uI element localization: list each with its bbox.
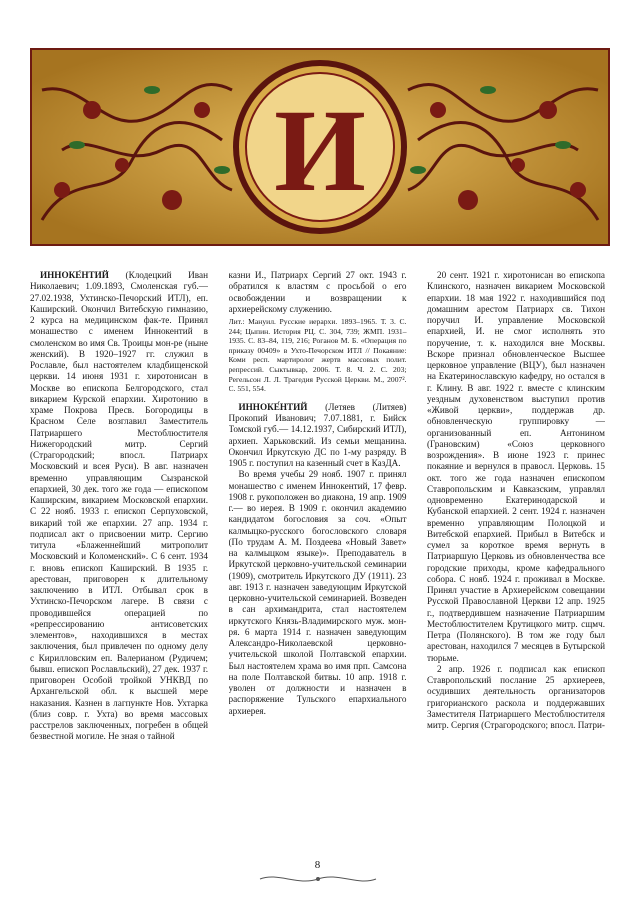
entry-text: (Летяев (Литяев) Прокопий Иванович; 7.07.1881, г. Бийск Томской губ.— 14.12.1937, Сибирский ИТЛ), архиеп. Харьковский. Из семьи мещанина. Окончил Иркутскую ДС по 1-му разряду. В 1905 г. поступил на казенный счет в КазДА. bbox=[228, 401, 407, 468]
entry-paragraph bbox=[229, 402, 407, 470]
text-column-3 bbox=[427, 270, 605, 855]
text-column-2 bbox=[229, 270, 407, 855]
page-number: 8 bbox=[314, 859, 321, 871]
ornamental-header-banner bbox=[30, 48, 610, 246]
text-column-1 bbox=[30, 270, 208, 855]
entry-text: (Клодецкий Иван Николаевич; 1.09.1893, Смоленская губ.— 27.02.1938, Ухтинско-Печорский ИТЛ), еп. Каширский. Окончил Витебскую гимназию, 2 курса на медицинском фак-те. Принял монашество с именем Иннокентий в смоленском во имя Св. Троицы мон-ре (ныне женский). В 1920–1927 гг. служил в Рославле, был настоятелем кладбищенской церкви. 14 июня 1931 г. хиротонисан в Москве во епископа Белгородского, стал викарием Курской епархии. Хиротонию в храме Покрова Пресв. Богородицы в Красном Селе возглавил Заместитель Патриаршего Местоблюстителя Нижегородский митр. Сергий (Страгородский; впосл. Патриарх Московский и всея Руси). В авг. назначен временно управляющим Сызранской епархией, 30 дек. того же года — епископом Каширским, викарием Московской епархии. С 22 нояб. 1933 г. епископ Серпуховской, викарий той же епархии. 27 апр. 1934 г. подписал акт о присвоении митр. Сергию титула «Блаженнейший митрополит Московский и Коломенский». С 6 сент. 1934 г. вновь епископ Каширский. В 1935 г. арестован, приговорен к длительному заключению в ИТЛ. Отбывал срок в Ухтинско-Печорском лагере. В связи с проводившейся операцией по «репрессированию антисоветских элементов», находившихся в местах заключения, был привлечен по одному делу с Кирилловским еп. Валерианом (Рудичем; бывш. епископ Рославльский), 27 дек. 1937 г. приговорен Особой тройкой УНКВД по Архангельской обл. к высшей мере наказания. Казнен в лагпункте Нов. Ухтарка (близ совр. г. Ухта) во время массовых расстрелов заключенных, погребен в общей безвестной могиле. Не зная о тайной bbox=[30, 270, 208, 742]
paragraph: 2 апр. 1926 г. подписал как епископ Ставропольский послание 25 архиереев, осудивших деятельность организаторов григорианского раскола и поддержавших Заместителя Патриаршего Местоблюстителя митр. Сергия (Страгородского; впосл. Патри- bbox=[427, 663, 605, 730]
paragraph: казни И., Патриарх Сергий 27 окт. 1943 г. обратился к властям с просьбой о его освобождении и возвращении к архиерейскому служению. bbox=[228, 270, 407, 314]
literature-references: Лит.: Мануил. Русские иерархи. 1893–1965. Т. 3. С. 244; Цыпин. История РЦ. С. 304, 739; ЖМП. 1931–1935. С. 83–84, 119, 216; Роганов М. Б. «Операция по приказу 00409» в Ухто-Печорском ИТЛ // Покаяние: Коми респ. мартиролог жертв массовых полит. репрессий. Сыктывкар, 2006. Т. 8. Ч. 2. С. 203; Регельсон Л. Л. Трагедия Русской Церкви. М., 2007². С. 551, 554. bbox=[228, 317, 407, 394]
paragraph: Во время учебы 29 нояб. 1907 г. принял монашество с именем Иннокентий, 17 февр. 1908 г. рукоположен во диакона, 19 апр. 1909 г.— во иерея. В 1909 г. окончил академию кандидатом богословия за соч. «Опыт калмыцко-русского богословского словаря (По трудам А. М. Поздеева «Новый Завет» на калмыцком языке)». Преподаватель в Иркутской церковно-учительской семинарии (1909), смотритель Иркутского ДУ (1911). 23 авг. 1913 г. назначен заведующим Иркутской церковно-учительской семинарией. Возведен в сан архимандрита, стал настоятелем иркутского Князь-Владимирского муж. мон-ря. 6 марта 1914 г. назначен заведующим Александро-Николаевской церковно-учительской школой Полтавской епархии. Был настоятелем храма во имя прп. Самсона на поле Полтавской битвы. 10 апр. 1918 г. уволен от должности и назначен в распоряжение Тульского епархиального архиерея. bbox=[228, 469, 407, 716]
entry-headword: ИННОКЕ́НТИЙ bbox=[40, 270, 109, 280]
drop-cap-letter: И bbox=[274, 85, 366, 216]
floral-ornament-illustration bbox=[32, 50, 608, 244]
entry-paragraph bbox=[30, 270, 208, 743]
footer-ornament-icon bbox=[258, 872, 378, 886]
entry-headword: ИННОКЕ́НТИЙ bbox=[238, 401, 308, 412]
paragraph: 20 сент. 1921 г. хиротонисан во епископа Клинского, назначен викарием Московской епархии. 18 мая 1922 г. находившийся под домашним арестом Патриарх св. Тихон поручил И. управление Московской епархией, И. не смог исполнять это поручение, т. к. находился вне Москвы. Вскоре признал обновленческое Высшее церковное управление (ВЦУ), был назначен на Екатеринославскую кафедру, но остался в г. Клину. В авг. 1922 г. вместе с клинским уездным духовенством выступил против «Живой церкви», поддержав др. обновленческую группировку — организованный еп. Антонином (Грановским) «Союз церковного возрождения». В июне 1923 г. принес покаяние и вернулся в правосл. Церковь. 15 окт. того же года назначен епископом Ставропольским и Кавказским, управлял одновременно Екатеринодарской и Кубанской епархией. 2 сент. 1924 г. назначен временно управляющим Полоцкой и Витебской епархией. Прибыл в Витебск и сумел за короткое время вернуть в Патриаршую Церковь из обновленчества все городские приходы, кроме кафедрального собора. С нояб. 1924 г. проживал в Москве. Принял участие в Архиерейском совещании Русской Православной Церкви 12 апр. 1925 г., подтвердившем назначение Патриаршим Местоблюстителем Крутицкого митр. сщмч. Петра (Полянского). В том же году был арестован, находился 7 месяцев в Бутырской тюрьме. bbox=[427, 270, 605, 663]
